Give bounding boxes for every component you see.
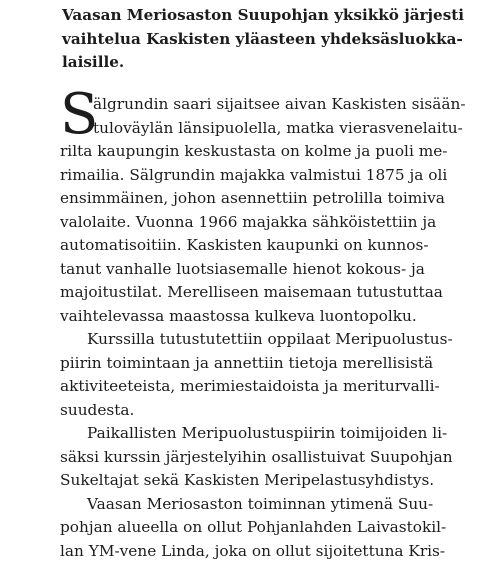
body-line: vaihtelevassa maastossa kulkeva luontopolku. <box>60 306 417 325</box>
paragraph-1 <box>60 82 485 328</box>
lead-line: vaihtelua Kaskisten yläasteen yhdeksäsluokka- <box>62 29 463 48</box>
body-line: lan YM-vene Linda, joka on ollut sijoitettuna Kris- <box>60 541 446 560</box>
lead-line: laisille. <box>62 53 125 71</box>
body-line: ensimmäinen, johon asennettiin petrolilla toimiva <box>60 189 445 207</box>
body-line: Vaasan Meriosaston toiminnan ytimenä Suu- <box>87 494 434 513</box>
paragraph-4 <box>60 493 485 564</box>
body-line: valolaite. Vuonna 1966 majakka sähköistettiin ja <box>60 212 437 231</box>
paragraph-2 <box>60 328 485 422</box>
body-line: Paikallisten Meripuolustuspiirin toimijoiden li- <box>87 424 448 442</box>
body-line: tuloväylän länsipuolella, matka vierasvenelaitu- <box>93 118 463 137</box>
body-line: majoitustilat. Merelliseen maisemaan tutustuttaa <box>60 283 443 301</box>
body-line: Kurssilla tutustutettiin oppilaat Meripuolustus- <box>87 330 453 348</box>
body-line: rimailia. Sälgrundin majakka valmistui 1875 ja oli <box>60 165 448 184</box>
body-line: älgrundin saari sijaitsee aivan Kaskisten sisään- <box>93 95 466 113</box>
body-line: pohjan alueella on ollut Pohjanlahden Laivastokil- <box>60 518 447 536</box>
body-line: aktiviteeteista, merimiestaidoista ja meriturvalli- <box>60 377 440 395</box>
paragraph-3 <box>60 422 485 493</box>
body-line: automatisoitiin. Kaskisten kaupunki on kunnos- <box>60 236 429 254</box>
lead-line: Vaasan Meriosaston Suupohjan yksikkö järjesti <box>62 6 465 24</box>
body-line: Sukeltajat sekä Kaskisten Meripelastusyhdistys. <box>60 471 435 489</box>
drop-cap: S <box>60 82 99 147</box>
body-line: suudesta. <box>60 400 135 419</box>
article-lead <box>62 4 482 75</box>
body-line: rilta kaupungin keskustasta on kolme ja puoli me- <box>60 142 448 160</box>
article-body <box>60 82 485 563</box>
body-line: säksi kurssin järjestelyihin osallistuivat Suupohjan <box>60 447 453 466</box>
body-line: tanut vanhalle luotsiasemalle hienot kokous- ja <box>60 259 425 278</box>
body-line: piirin toimintaan ja annettiin tietoja merellisistä <box>60 353 434 372</box>
